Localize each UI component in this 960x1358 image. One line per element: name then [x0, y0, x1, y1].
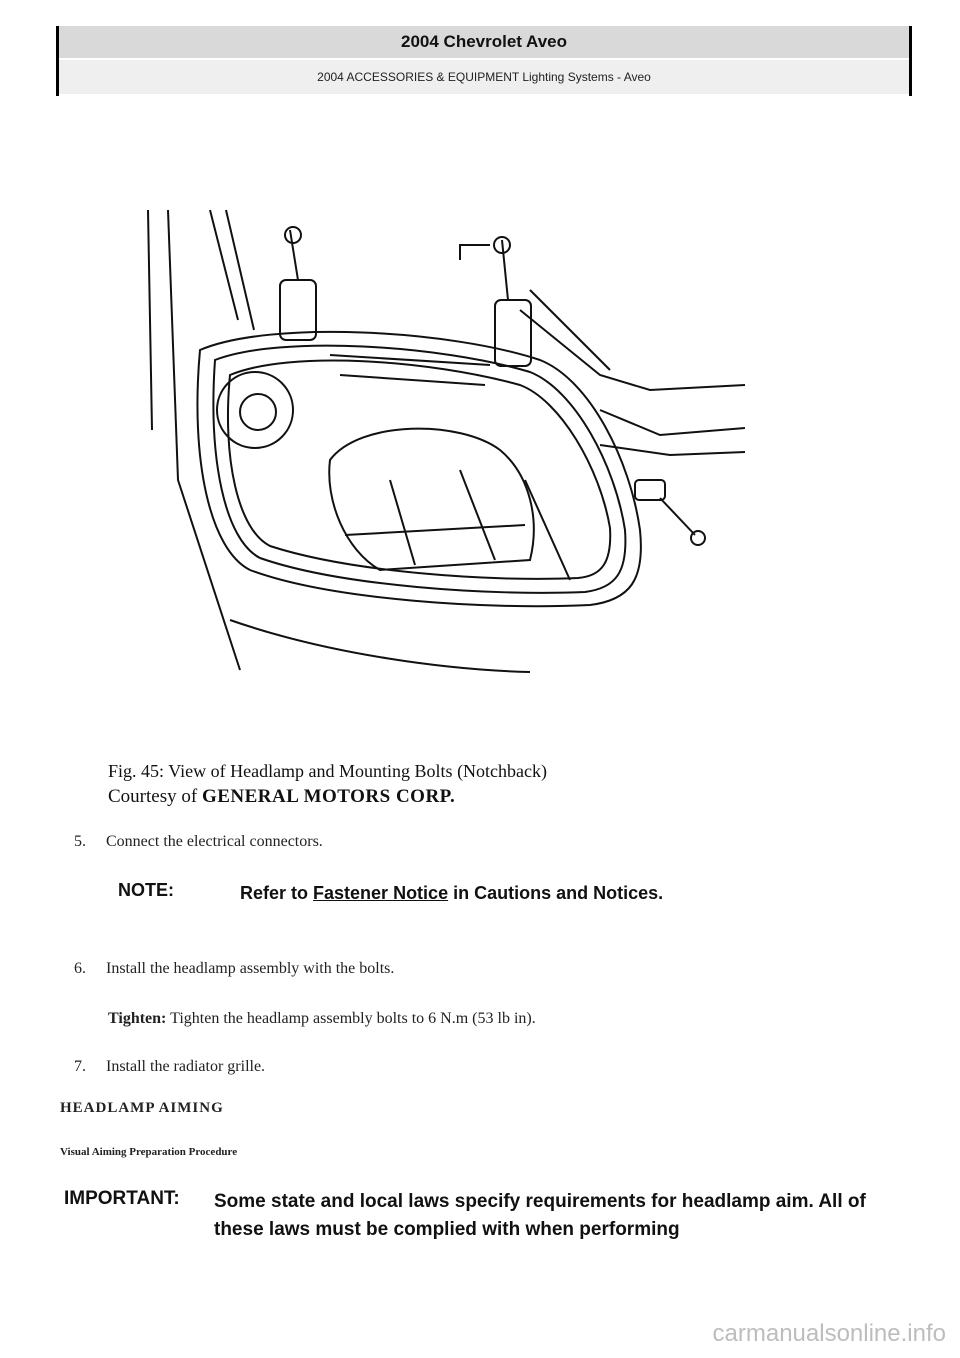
- document-subtitle: 2004 ACCESSORIES & EQUIPMENT Lighting Systems - Aveo: [59, 60, 909, 94]
- fastener-notice-link[interactable]: Fastener Notice: [313, 883, 449, 903]
- lower-trim: [230, 620, 530, 672]
- grille-slat-2: [340, 375, 485, 385]
- important-label: IMPORTANT:: [64, 1188, 180, 1209]
- note-body: [240, 880, 700, 907]
- headlamp-illustration: [130, 200, 770, 690]
- important-body: Some state and local laws specify requirements for headlamp aim. All of these laws must be complied with when performing: [214, 1191, 866, 1240]
- subsection-heading: Visual Aiming Preparation Procedure: [60, 1146, 238, 1158]
- bolt-right-leader: [460, 245, 490, 260]
- reflector-divider-3: [525, 480, 570, 580]
- reflector-bowl: [329, 429, 534, 570]
- bolt-right: [502, 240, 508, 300]
- hood-line-3: [600, 410, 745, 435]
- tighten-text: Tighten the headlamp assembly bolts to 6 N.m (53 lb in).: [170, 1010, 536, 1027]
- bolt-head-left: [285, 227, 301, 243]
- hood-line-1: [520, 310, 745, 390]
- tighten-spec: [108, 1010, 536, 1028]
- side-tab: [635, 480, 665, 500]
- step-7: [74, 1058, 265, 1076]
- headlamp-housing-ring: [228, 361, 610, 579]
- step-number: 5.: [74, 833, 86, 850]
- fender-line-4: [226, 210, 254, 330]
- step-number: 6.: [74, 960, 86, 977]
- hood-line-4: [600, 445, 745, 455]
- courtesy-org: GENERAL MOTORS CORP.: [201, 786, 456, 807]
- reflector-base: [345, 525, 525, 535]
- step-number: 7.: [74, 1058, 86, 1075]
- section-heading: HEADLAMP AIMING: [60, 1100, 224, 1116]
- bolt-left: [290, 230, 298, 280]
- step-6: [74, 960, 394, 978]
- document-header: [56, 26, 912, 96]
- headlamp-housing-inner: [213, 346, 625, 593]
- step-text: Connect the electrical connectors.: [106, 833, 323, 850]
- tighten-label: Tighten:: [108, 1010, 167, 1027]
- note-text-before: Refer to: [240, 883, 309, 903]
- step-text: Install the radiator grille.: [106, 1058, 266, 1075]
- note-block: [118, 880, 700, 907]
- parking-lamp-inner: [240, 394, 276, 430]
- note-label: NOTE:: [118, 880, 174, 900]
- mounting-bracket-left: [280, 280, 316, 340]
- important-block: [64, 1188, 894, 1244]
- fender-line-3: [210, 210, 238, 320]
- figure-caption: Fig. 45: View of Headlamp and Mounting Bolts (Notchback): [108, 761, 548, 781]
- reflector-divider-2: [460, 470, 495, 560]
- figure-caption-block: [108, 758, 547, 810]
- fender-line-1: [148, 210, 152, 430]
- bolt-head-side: [691, 531, 705, 545]
- hood-line-2: [530, 290, 610, 370]
- document-title: 2004 Chevrolet Aveo: [59, 26, 909, 58]
- figure-courtesy: [108, 784, 547, 810]
- step-text: Install the headlamp assembly with the bolts.: [106, 960, 395, 977]
- reflector-divider-1: [390, 480, 415, 565]
- courtesy-prefix: Courtesy of: [108, 786, 198, 807]
- note-text-after: in Cautions and Notices.: [453, 883, 664, 903]
- watermark: carmanualsonline.info: [712, 1320, 946, 1347]
- step-5: [74, 833, 323, 851]
- bolt-side: [660, 498, 695, 535]
